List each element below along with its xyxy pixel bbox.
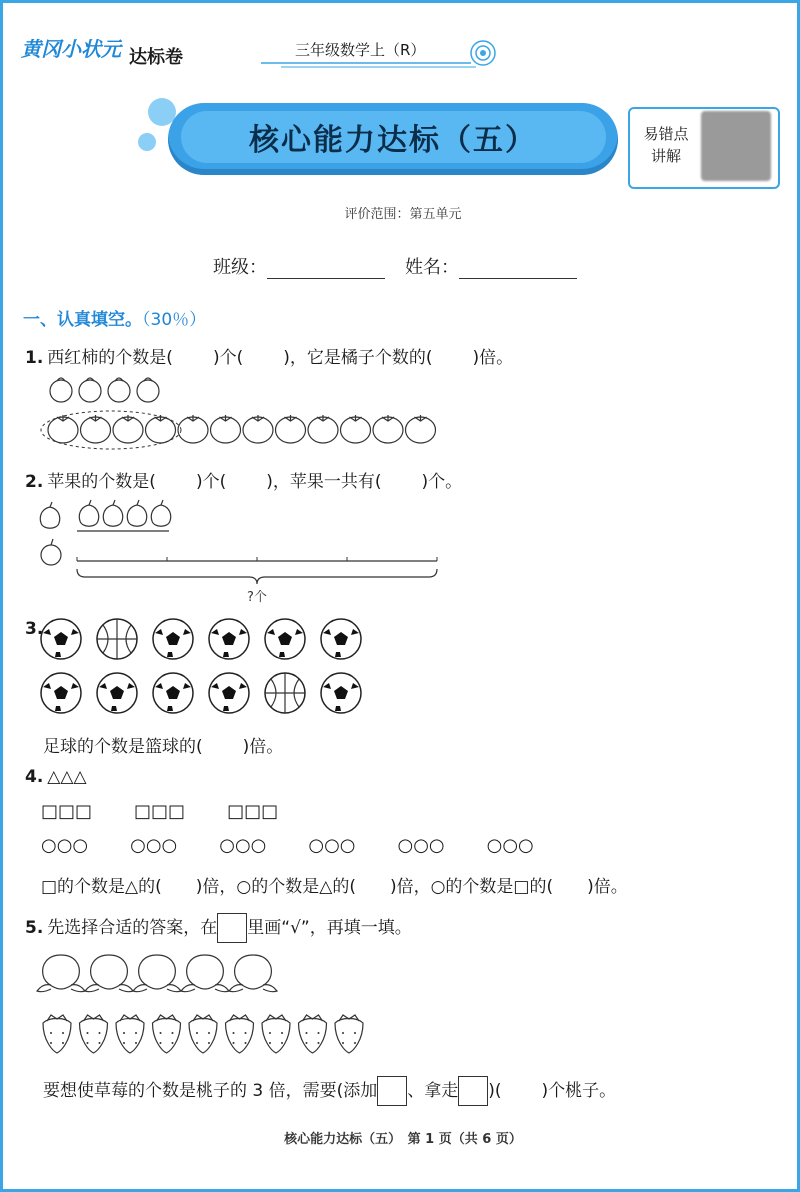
class-field: 班级： [213, 253, 385, 279]
apple-icon [41, 545, 61, 565]
tomato-stem [122, 415, 134, 421]
tomato-stem [317, 415, 329, 421]
strawberry-seed [342, 1042, 344, 1044]
strawberry-icon [116, 1019, 144, 1054]
tomato-stem [90, 415, 102, 421]
pear-icon [127, 500, 146, 526]
strawberry-seed [62, 1032, 64, 1034]
pear-icon [103, 500, 122, 526]
question-5: 5. 先选择合适的答案，在 里画“√”，再填一填。 [25, 913, 412, 943]
name-field: 姓名： [405, 253, 577, 279]
add-checkbox[interactable] [377, 1076, 407, 1106]
strawberry-seed [135, 1032, 137, 1034]
checkbox-sample [217, 913, 247, 943]
strawberry-seed [99, 1032, 101, 1034]
strawberry-seed [160, 1032, 162, 1034]
strawberry-seed [196, 1042, 198, 1044]
strawberry-seed [99, 1042, 101, 1044]
qr-label: 易错点 讲解 [643, 125, 689, 165]
triangle-row: △△△ [47, 767, 87, 787]
question-4: □的个数是△的( )倍，○的个数是△的( )倍，○的个数是□的( )倍。 [41, 877, 628, 897]
tomato-stem [57, 415, 69, 421]
strawberry-seed [123, 1032, 125, 1034]
orange-icon [50, 380, 72, 402]
strawberry-icon [299, 1019, 327, 1054]
tomato-stem [285, 415, 297, 421]
question-3: 足球的个数是篮球的( )倍。 [43, 737, 284, 757]
strawberry-seed [269, 1032, 271, 1034]
strawberry-seed [172, 1042, 174, 1044]
strawberry-icon [153, 1019, 181, 1054]
strawberry-seed [269, 1042, 271, 1044]
peach-leaf [37, 985, 85, 992]
question-4-shapes: 4. △△△ [25, 767, 87, 787]
strawberry-seed [306, 1032, 308, 1034]
circle-row: ○○○ ○○○ ○○○ ○○○ ○○○ ○○○ [41, 835, 534, 856]
strawberry-seed [208, 1042, 210, 1044]
peach-icon [187, 955, 224, 989]
tomato-stem [382, 415, 394, 421]
strawberry-seed [245, 1032, 247, 1034]
q5-peach-strawberry-figure [39, 949, 379, 1059]
strawberry-seed [233, 1032, 235, 1034]
square-row: □□□ □□□ □□□ [41, 801, 279, 822]
pear-icon [40, 502, 59, 528]
strawberry-seed [318, 1042, 320, 1044]
tomato-stem [415, 415, 427, 421]
strawberry-seed [62, 1042, 64, 1044]
q2-apple-pear-figure [39, 499, 449, 609]
peach-icon [139, 955, 176, 989]
section-title: 一、认真填空。（30％） [23, 310, 207, 330]
class-input[interactable] [267, 260, 385, 279]
tomato-stem [187, 415, 199, 421]
peach-icon [91, 955, 128, 989]
peach-leaf [229, 985, 277, 992]
basketball-line [265, 673, 305, 713]
peach-icon [43, 955, 80, 989]
remove-checkbox[interactable] [458, 1076, 488, 1106]
tomato-stem [252, 415, 264, 421]
name-input[interactable] [459, 260, 577, 279]
strawberry-seed [354, 1032, 356, 1034]
strawberry-seed [233, 1042, 235, 1044]
tomato-stem [220, 415, 232, 421]
strawberry-seed [50, 1032, 52, 1034]
pear-icon [79, 500, 98, 526]
strawberry-icon [80, 1019, 108, 1054]
question-5-answer: 要想使草莓的个数是桃子的 3 倍，需要(添加 、拿走 )( )个桃子。 [43, 1076, 616, 1106]
strawberry-seed [281, 1032, 283, 1034]
strawberry-icon [189, 1019, 217, 1054]
peach-leaf [85, 985, 133, 992]
strawberry-seed [160, 1042, 162, 1044]
strawberry-icon [262, 1019, 290, 1054]
strawberry-seed [172, 1032, 174, 1034]
tomato-stem [350, 415, 362, 421]
series-name: 达标卷 [129, 47, 183, 68]
decor-bubble [138, 133, 156, 151]
strawberry-seed [123, 1042, 125, 1044]
evaluation-scope: 评价范围：第五单元 [344, 207, 462, 222]
orange-icon [108, 380, 130, 402]
strawberry-seed [245, 1042, 247, 1044]
peach-leaf [181, 985, 229, 992]
orange-icon [79, 380, 101, 402]
pear-icon [151, 500, 170, 526]
question-3-number: 3. [25, 619, 44, 639]
strawberry-seed [50, 1042, 52, 1044]
qr-code-icon[interactable] [701, 111, 771, 181]
strawberry-seed [208, 1032, 210, 1034]
brand-logo: 黄冈小状元 [21, 37, 121, 61]
question-1: 1. 西红柿的个数是( )个( )，它是橘子个数的( )倍。 [25, 348, 514, 368]
subject-label: 三年级数学上（R） [295, 41, 426, 59]
strawberry-icon [226, 1019, 254, 1054]
strawberry-seed [281, 1042, 283, 1044]
page-title: 核心能力达标（五） [249, 123, 537, 158]
strawberry-seed [196, 1032, 198, 1034]
strawberry-seed [87, 1032, 89, 1034]
strawberry-seed [354, 1042, 356, 1044]
strawberry-icon [335, 1019, 363, 1054]
brace [77, 569, 437, 584]
peach-icon [235, 955, 272, 989]
question-2: 2. 苹果的个数是( )个( )，苹果一共有( )个。 [25, 472, 463, 492]
strawberry-seed [87, 1042, 89, 1044]
page-footer: 核心能力达标（五） 第 1 页（共 6 页） [284, 1132, 522, 1147]
apple-stem [51, 539, 53, 545]
strawberry-seed [135, 1042, 137, 1044]
q3-ball-figure [39, 617, 379, 717]
unknown-total-label: ?个 [247, 590, 267, 605]
peach-leaf [133, 985, 181, 992]
strawberry-seed [306, 1042, 308, 1044]
strawberry-icon [43, 1019, 71, 1054]
q1-fruit-figure [41, 375, 461, 447]
strawberry-seed [342, 1032, 344, 1034]
orange-icon [137, 380, 159, 402]
strawberry-seed [318, 1032, 320, 1034]
